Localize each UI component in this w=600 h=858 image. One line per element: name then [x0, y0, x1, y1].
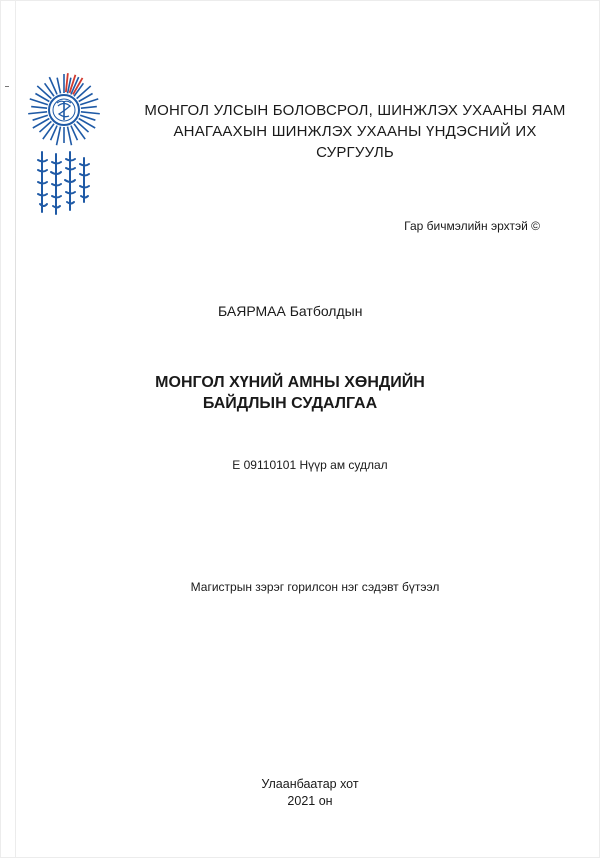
- degree-description: Магистрын зэрэг горилсон нэг сэдэвт бүтээл: [190, 580, 440, 594]
- mongolian-script-emblem-icon: [28, 150, 108, 218]
- university-name: АНАГААХЫН ШИНЖЛЭХ УХААНЫ ҮНДЭСНИЙ ИХ СУРГУУЛЬ: [173, 123, 537, 161]
- specialty-code: Е 09110101 Нүүр ам судлал: [232, 458, 388, 472]
- copyright-notice: Гар бичмэлийн эрхтэй ©: [404, 219, 540, 233]
- place-and-year: [230, 776, 390, 810]
- university-logo-icon: [26, 72, 102, 148]
- thesis-title: [140, 372, 440, 414]
- thesis-title-line-1: МОНГОЛ ХҮНИЙ АМНЫ ХӨНДИЙН: [155, 374, 425, 391]
- ministry-name: МОНГОЛ УЛСЫН БОЛОВСРОЛ, ШИНЖЛЭХ УХААНЫ ЯАМ: [144, 102, 566, 119]
- city: Улаанбаатар хот: [261, 777, 359, 791]
- thesis-title-line-2: БАЙДЛЫН СУДАЛГАА: [202, 395, 378, 412]
- year: 2021 он: [287, 794, 333, 808]
- institution-header: [140, 100, 570, 163]
- author-name: БАЯРМАА Батболдын: [218, 303, 363, 319]
- page-fold-line: [15, 0, 16, 858]
- scan-mark: [5, 86, 9, 87]
